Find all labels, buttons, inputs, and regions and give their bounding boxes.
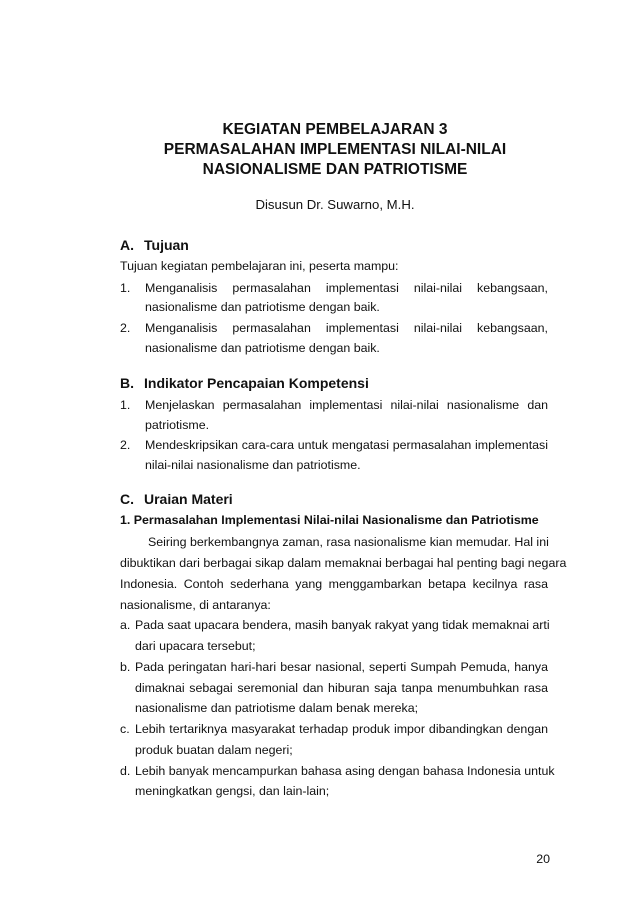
section-a-item-1-line-2: nasionalisme dan patriotisme dengan baik. bbox=[145, 300, 380, 314]
section-b-item-1-number: 1. bbox=[120, 398, 131, 412]
list-item-b-line-1: Pada peringatan hari-hari besar nasional, seperti Sumpah Pemuda, hanya bbox=[135, 660, 548, 674]
list-item-c-line-2: produk buatan dalam negeri; bbox=[135, 743, 293, 757]
section-a-item-2-number: 2. bbox=[120, 321, 131, 335]
paragraph-line-4: nasionalisme, di antaranya: bbox=[120, 598, 271, 612]
title-line-1: KEGIATAN PEMBELAJARAN 3 bbox=[222, 121, 448, 138]
section-b-item-2-number: 2. bbox=[120, 438, 131, 452]
section-a-letter: A. bbox=[120, 237, 134, 253]
section-a-item-1-number: 1. bbox=[120, 281, 131, 295]
list-item-a-line-2: dari upacara tersebut; bbox=[135, 639, 256, 653]
section-a-item-2-line-2: nasionalisme dan patriotisme dengan baik. bbox=[145, 341, 380, 355]
section-b-item-2-line-2: nilai-nilai nasionalisme dan patriotisme. bbox=[145, 458, 361, 472]
list-item-c-letter: c. bbox=[120, 722, 130, 736]
section-a-heading bbox=[120, 236, 189, 254]
list-item-d-letter: d. bbox=[120, 764, 131, 778]
section-c-letter: C. bbox=[120, 491, 134, 507]
list-item-a-line-1: Pada saat upacara bendera, masih banyak rakyat yang tidak memaknai arti bbox=[135, 618, 550, 632]
page-number: 20 bbox=[536, 852, 550, 866]
section-a-intro: Tujuan kegiatan pembelajaran ini, peserta mampu: bbox=[120, 259, 399, 273]
paragraph-line-3: Indonesia. Contoh sederhana yang menggambarkan betapa kecilnya rasa bbox=[120, 577, 548, 591]
paragraph-line-1: Seiring berkembangnya zaman, rasa nasionalisme kian memudar. Hal ini bbox=[148, 535, 549, 549]
paragraph-line-2: dibuktikan dari berbagai sikap dalam memaknai berbagai hal penting bagi negara bbox=[120, 556, 567, 570]
list-item-d-line-1: Lebih banyak mencampurkan bahasa asing dengan bahasa Indonesia untuk bbox=[135, 764, 555, 778]
section-c-title: Uraian Materi bbox=[144, 491, 233, 507]
section-b-item-1-line-1: Menjelaskan permasalahan implementasi nilai-nilai nasionalisme dan bbox=[145, 398, 548, 412]
section-a-item-2-line-1: Menganalisis permasalahan implementasi nilai-nilai kebangsaan, bbox=[145, 321, 548, 335]
list-item-a-letter: a. bbox=[120, 618, 131, 632]
section-b-heading bbox=[120, 374, 369, 392]
section-c-subheading-1: 1. Permasalahan Implementasi Nilai-nilai Nasionalisme dan Patriotisme bbox=[120, 513, 539, 527]
section-b-item-2-line-1: Mendeskripsikan cara-cara untuk mengatasi permasalahan implementasi bbox=[145, 438, 548, 452]
section-b-title: Indikator Pencapaian Kompetensi bbox=[144, 375, 369, 391]
list-item-d-line-2: meningkatkan gengsi, dan lain-lain; bbox=[135, 784, 330, 798]
section-b-letter: B. bbox=[120, 375, 134, 391]
section-c-heading bbox=[120, 490, 233, 508]
title-line-2: PERMASALAHAN IMPLEMENTASI NILAI-NILAI bbox=[163, 141, 507, 158]
list-item-b-line-3: nasionalisme dan patriotisme dalam benak mereka; bbox=[135, 701, 419, 715]
section-a-item-1-line-1: Menganalisis permasalahan implementasi nilai-nilai kebangsaan, bbox=[145, 281, 548, 295]
list-item-b-line-2: dimaknai sebagai seremonial dan hiburan saja tanpa menumbuhkan rasa bbox=[135, 681, 548, 695]
author-line: Disusun Dr. Suwarno, M.H. bbox=[255, 197, 415, 212]
list-item-c-line-1: Lebih tertariknya masyarakat terhadap produk impor dibandingkan dengan bbox=[135, 722, 548, 736]
title-line-3: NASIONALISME DAN PATRIOTISME bbox=[202, 161, 468, 178]
section-b-item-1-line-2: patriotisme. bbox=[145, 418, 210, 432]
list-item-b-letter: b. bbox=[120, 660, 131, 674]
section-a-title: Tujuan bbox=[144, 237, 189, 253]
